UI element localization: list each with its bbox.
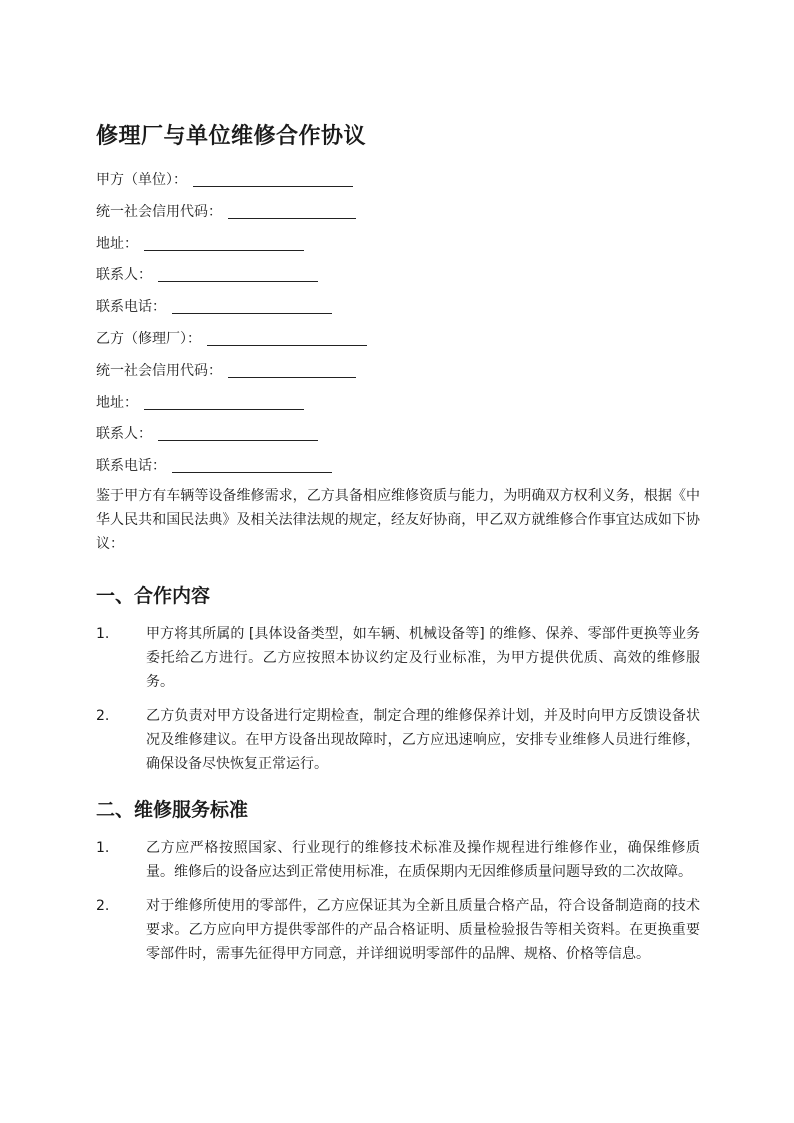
party-a-address-label: 地址： xyxy=(96,235,138,252)
party-b-contact-row xyxy=(96,422,700,454)
party-b-contact-label: 联系人： xyxy=(96,426,152,443)
party-b-address-row xyxy=(96,391,700,423)
party-a-phone-blank[interactable] xyxy=(172,295,332,314)
list-item xyxy=(96,894,700,966)
party-a-contact-blank[interactable] xyxy=(158,263,318,282)
service-standard-clause-list xyxy=(96,836,700,976)
party-b-phone-row xyxy=(96,454,700,486)
list-item xyxy=(96,836,700,884)
party-a-phone-label: 联系电话： xyxy=(96,299,166,316)
section-heading-cooperation: 一、合作内容 xyxy=(96,585,211,607)
party-b-name-row xyxy=(96,327,700,359)
party-b-phone-blank[interactable] xyxy=(172,454,332,473)
party-b-contact-blank[interactable] xyxy=(158,422,318,441)
party-b-name-blank[interactable] xyxy=(207,327,367,346)
party-a-name-label: 甲方（单位）： xyxy=(96,172,187,188)
party-a-credit-code-blank[interactable] xyxy=(228,200,356,219)
section-heading-service-standard: 二、维修服务标准 xyxy=(96,799,249,821)
party-a-address-row xyxy=(96,232,700,264)
party-a-contact-label: 联系人： xyxy=(96,267,152,284)
party-b-credit-code-blank[interactable] xyxy=(228,359,356,378)
party-b-address-blank[interactable] xyxy=(144,391,304,410)
party-a-address-blank[interactable] xyxy=(144,232,304,251)
clause-text: 乙方应严格按照国家、行业现行的维修技术标准及操作规程进行维修作业，确保维修质量。维修后的设备应达到正常使用标准，在质保期内无因维修质量问题导致的二次故障。 xyxy=(146,840,700,880)
clause-text: 甲方将其所属的 [具体设备类型，如车辆、机械设备等] 的维修、保养、零部件更换等业务委托给乙方进行。乙方应按照本协议约定及行业标准，为甲方提供优质、高效的维修服务。 xyxy=(146,626,700,690)
list-item xyxy=(96,622,700,694)
clause-number: 2. xyxy=(96,898,110,914)
party-b-address-label: 地址： xyxy=(96,394,138,411)
clause-text: 乙方负责对甲方设备进行定期检查，制定合理的维修保养计划，并及时向甲方反馈设备状况及维修建议。在甲方设备出现故障时，乙方应迅速响应，安排专业维修人员进行维修，确保设备尽快恢复正常运行。 xyxy=(146,708,700,772)
party-a-name-row xyxy=(96,168,700,200)
party-a-credit-code-row xyxy=(96,200,700,232)
party-info-fields xyxy=(96,168,700,486)
list-item xyxy=(96,704,700,776)
party-a-credit-code-label: 统一社会信用代码： xyxy=(96,203,222,220)
clause-number: 2. xyxy=(96,708,110,724)
document-title: 修理厂与单位维修合作协议 xyxy=(96,124,367,149)
clause-text: 对于维修所使用的零部件，乙方应保证其为全新且质量合格产品，符合设备制造商的技术要求。乙方应向甲方提供零部件的产品合格证明、质量检验报告等相关资料。在更换重要零部件时，需事先征得甲方同意，并详细说明零部件的品牌、规格、价格等信息。 xyxy=(146,898,700,962)
clause-number: 1. xyxy=(96,626,110,642)
party-a-name-blank[interactable] xyxy=(193,168,353,187)
party-a-contact-row xyxy=(96,263,700,295)
party-b-phone-label: 联系电话： xyxy=(96,458,166,475)
cooperation-clause-list xyxy=(96,622,700,786)
party-b-credit-code-row xyxy=(96,359,700,391)
party-b-credit-code-label: 统一社会信用代码： xyxy=(96,362,222,379)
clause-number: 1. xyxy=(96,840,110,856)
party-a-phone-row xyxy=(96,295,700,327)
preamble-paragraph: 鉴于甲方有车辆等设备维修需求，乙方具备相应维修资质与能力，为明确双方权利义务，根据《中华人民共和国民法典》及相关法律法规的规定，经友好协商，甲乙双方就维修合作事宜达成如下协议： xyxy=(96,488,700,552)
party-b-name-label: 乙方（修理厂）： xyxy=(96,330,201,347)
